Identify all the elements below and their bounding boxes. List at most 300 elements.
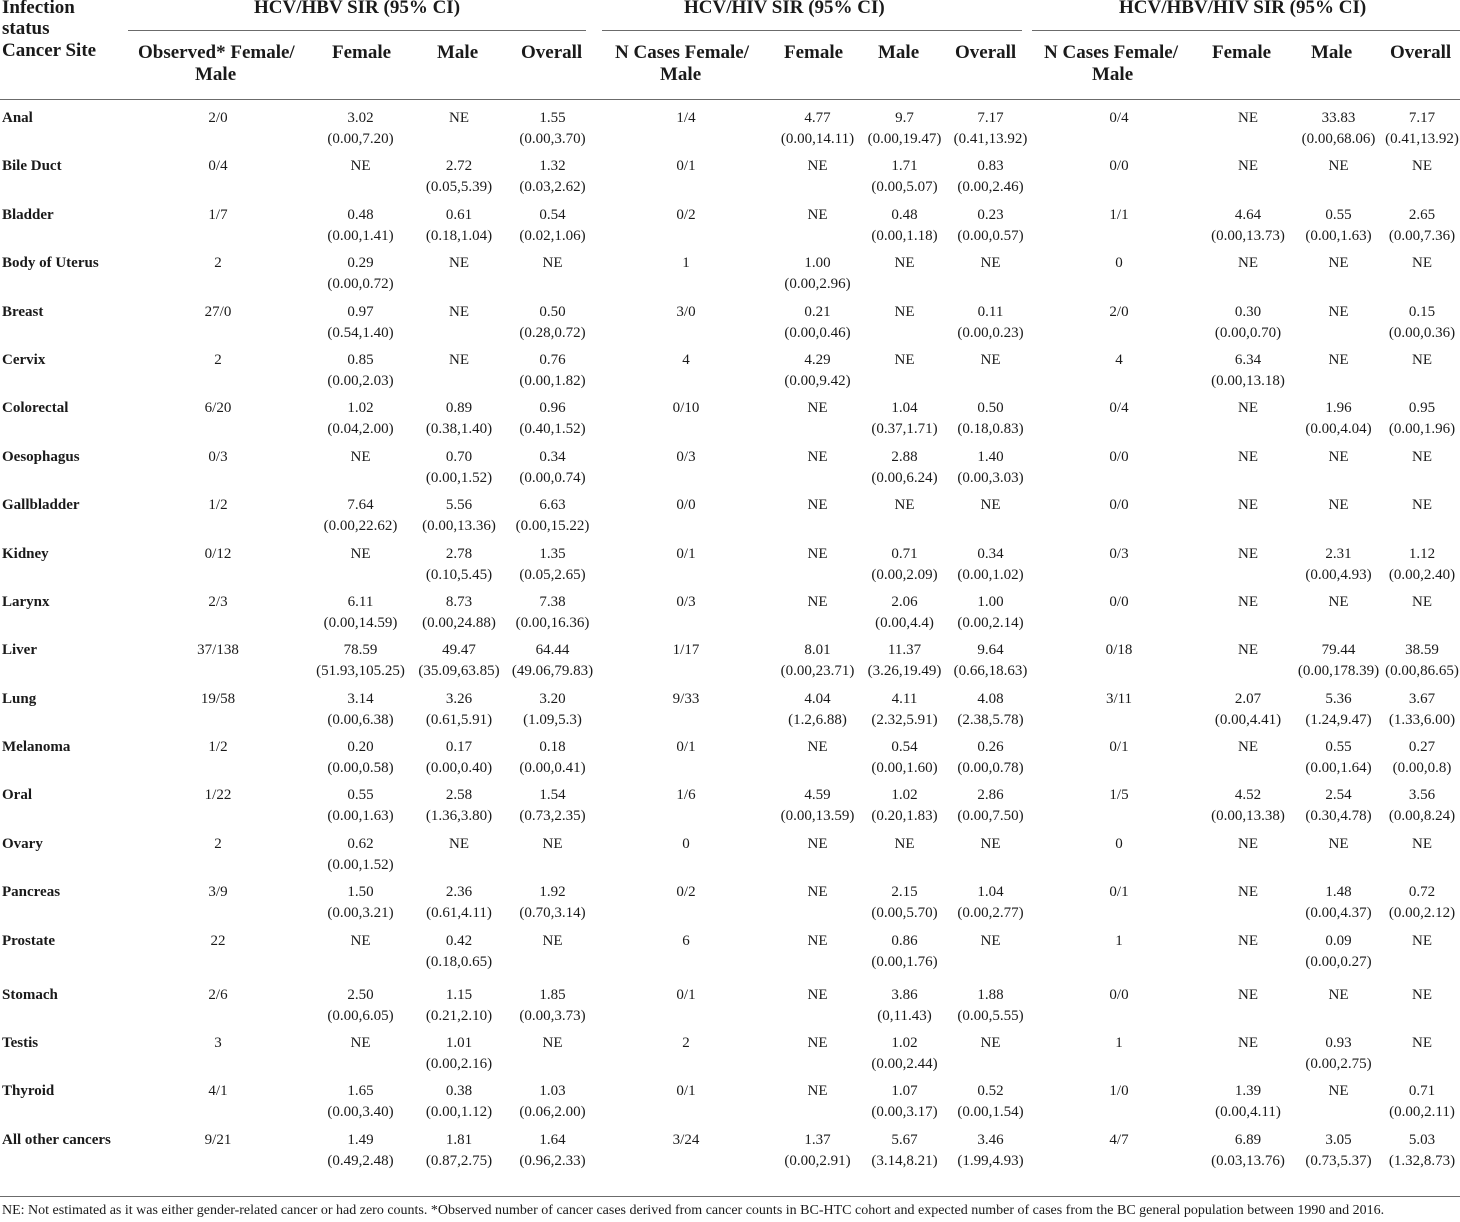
sir-value: 0.96 bbox=[539, 400, 566, 417]
sir-value: NE bbox=[807, 932, 828, 949]
confidence-interval: (1.32,8.73) bbox=[1388, 1152, 1456, 1169]
col-header-female-1: Female bbox=[332, 42, 392, 63]
sir-value: 2.88 bbox=[891, 448, 918, 465]
g3-female-cell bbox=[1203, 350, 1293, 398]
confidence-interval: (0.00,0.72) bbox=[327, 276, 394, 293]
g2-female-cell bbox=[772, 834, 863, 882]
g2-female-cell bbox=[772, 1130, 863, 1178]
g3-overall-cell bbox=[1384, 1033, 1460, 1081]
sir-value: 0.38 bbox=[445, 1083, 473, 1100]
confidence-interval: (0.30,4.78) bbox=[1305, 808, 1372, 825]
sir-value: 79.44 bbox=[1321, 642, 1356, 659]
confidence-interval: (0.00,24.88) bbox=[422, 614, 496, 631]
sir-value: NE bbox=[1412, 351, 1432, 368]
sir-value: 7.64 bbox=[347, 497, 374, 514]
g3-count-cell: 0/4 bbox=[1109, 110, 1129, 126]
g2-count-cell: 0/1 bbox=[676, 739, 696, 756]
g2-count-cell: 0/0 bbox=[676, 497, 696, 514]
g1-count-cell: 3/9 bbox=[208, 884, 228, 901]
cancer-site-label: Lung bbox=[2, 690, 37, 707]
cancer-site-label: Gallbladder bbox=[2, 497, 80, 514]
g1-overall-cell bbox=[505, 882, 600, 930]
g2-female-cell bbox=[772, 205, 863, 253]
g3-female-cell bbox=[1203, 985, 1293, 1033]
table-row bbox=[0, 398, 1460, 446]
confidence-interval: (0.00,1.41) bbox=[327, 227, 394, 244]
g1-male-cell bbox=[413, 785, 505, 833]
sir-value: NE bbox=[1238, 158, 1258, 175]
sir-value: NE bbox=[542, 255, 563, 272]
confidence-interval: (0.00,0.27) bbox=[1305, 953, 1372, 970]
sir-value: 0.26 bbox=[977, 739, 1004, 756]
sir-value: 0.17 bbox=[445, 739, 473, 756]
confidence-interval: (0.00,4.37) bbox=[1305, 905, 1372, 922]
sir-value: NE bbox=[980, 1035, 1001, 1052]
g2-female-cell bbox=[772, 302, 863, 350]
sir-value: 2.06 bbox=[891, 593, 918, 610]
confidence-interval: (0.00,0.58) bbox=[327, 760, 394, 777]
sir-value: 2.86 bbox=[977, 787, 1004, 804]
table-row bbox=[0, 737, 1460, 785]
g3-male-cell bbox=[1293, 253, 1384, 301]
g2-overall-cell bbox=[946, 882, 1035, 930]
sir-value: 5.03 bbox=[1408, 1131, 1436, 1148]
table-row bbox=[0, 108, 1460, 156]
g3-count-cell: 1/0 bbox=[1109, 1083, 1129, 1100]
g1-male-cell bbox=[413, 447, 505, 495]
g2-count-cell: 0/1 bbox=[676, 1083, 696, 1100]
confidence-interval: (0.66,18.63) bbox=[953, 663, 1028, 680]
sir-value: 3.67 bbox=[1408, 690, 1436, 707]
sir-value: 0.62 bbox=[347, 835, 374, 852]
g1-count-cell: 6/20 bbox=[204, 400, 232, 417]
confidence-interval: (1.36,3.80) bbox=[425, 808, 493, 825]
confidence-interval: (0.00,23.71) bbox=[780, 663, 855, 680]
g2-count-cell: 9/33 bbox=[672, 690, 700, 707]
g2-male-cell bbox=[863, 785, 946, 833]
g1-overall-cell bbox=[505, 1033, 600, 1081]
g3-female-cell bbox=[1203, 640, 1293, 688]
g1-male-cell bbox=[413, 495, 505, 543]
g3-male-cell bbox=[1293, 882, 1384, 930]
sir-value: 1.71 bbox=[891, 158, 918, 175]
g1-female-cell bbox=[308, 737, 413, 785]
g2-overall-cell bbox=[946, 350, 1035, 398]
confidence-interval: (0.00,2.09) bbox=[871, 566, 938, 583]
g2-overall-cell bbox=[946, 1033, 1035, 1081]
col-header-observed: Observed* Female/ bbox=[138, 42, 295, 63]
confidence-interval: (0.87,2.75) bbox=[425, 1152, 493, 1169]
confidence-interval: (49.06,79.83) bbox=[511, 663, 594, 680]
confidence-interval: (0.37,1.71) bbox=[871, 421, 938, 438]
g3-count-cell: 2/0 bbox=[1109, 303, 1129, 320]
sir-value: 4.08 bbox=[977, 690, 1004, 707]
g2-overall-cell bbox=[946, 495, 1035, 543]
confidence-interval: (1.99,4.93) bbox=[957, 1152, 1024, 1169]
table-bottom-rule bbox=[0, 1196, 1460, 1197]
g1-male-cell bbox=[413, 302, 505, 350]
confidence-interval: (0.00,0.8) bbox=[1392, 760, 1452, 777]
g2-male-cell bbox=[863, 834, 946, 882]
confidence-interval: (0.00,3.73) bbox=[519, 1007, 586, 1024]
g1-count-cell: 1/7 bbox=[208, 206, 228, 223]
confidence-interval: (0.00,1.82) bbox=[519, 372, 586, 389]
sir-value: 2.36 bbox=[445, 884, 473, 901]
g2-overall-cell bbox=[946, 398, 1035, 446]
g3-count-cell: 0/4 bbox=[1109, 400, 1129, 417]
sir-value: NE bbox=[894, 351, 915, 368]
confidence-interval: (0.00,13.73) bbox=[1211, 227, 1285, 244]
confidence-interval: (0.00,1.52) bbox=[327, 856, 394, 873]
confidence-interval: (0.00,7.20) bbox=[327, 131, 394, 147]
confidence-interval: (0.00,1.54) bbox=[957, 1104, 1024, 1121]
sir-value: 3.14 bbox=[347, 690, 374, 707]
g1-male-cell bbox=[413, 350, 505, 398]
confidence-interval: (0.03,2.62) bbox=[519, 179, 586, 196]
sir-value: 2.65 bbox=[1408, 206, 1436, 223]
sir-value: 0.21 bbox=[804, 303, 831, 320]
sir-value: 1.04 bbox=[891, 400, 918, 417]
g3-female-cell bbox=[1203, 1081, 1293, 1129]
g1-female-cell bbox=[308, 985, 413, 1033]
confidence-interval: (0.00,2.75) bbox=[1305, 1056, 1372, 1073]
confidence-interval: (0.00,4.4) bbox=[875, 614, 934, 631]
g3-female-cell bbox=[1203, 785, 1293, 833]
cancer-site-label: Pancreas bbox=[2, 884, 61, 901]
confidence-interval: (0.10,5.45) bbox=[425, 566, 493, 583]
confidence-interval: (0,11.43) bbox=[877, 1007, 932, 1024]
g2-overall-cell bbox=[946, 447, 1035, 495]
g2-overall-cell bbox=[946, 640, 1035, 688]
g2-count-cell: 1/6 bbox=[676, 787, 696, 804]
sir-value: NE bbox=[542, 835, 563, 852]
g3-male-cell bbox=[1293, 398, 1384, 446]
sir-value: 1.00 bbox=[804, 255, 831, 272]
confidence-interval: (0.00,0.40) bbox=[425, 760, 493, 777]
g1-male-cell bbox=[413, 544, 505, 592]
sir-value: NE bbox=[807, 835, 828, 852]
sir-value: 8.01 bbox=[804, 642, 831, 659]
col-header-male-1: Male bbox=[437, 42, 479, 63]
g2-overall-cell bbox=[946, 785, 1035, 833]
g3-male-cell bbox=[1293, 592, 1384, 640]
g1-overall-cell bbox=[505, 302, 600, 350]
g2-overall-cell bbox=[946, 985, 1035, 1033]
g1-male-cell bbox=[413, 737, 505, 785]
confidence-interval: (0.00,19.47) bbox=[867, 131, 942, 147]
g3-male-cell bbox=[1293, 302, 1384, 350]
g3-female-cell bbox=[1203, 1130, 1293, 1178]
sir-value: 0.23 bbox=[977, 206, 1004, 223]
g3-female-cell bbox=[1203, 398, 1293, 446]
g3-female-cell bbox=[1203, 544, 1293, 592]
sir-value: 3.05 bbox=[1325, 1131, 1352, 1148]
sir-value: 7.17 bbox=[1408, 110, 1436, 126]
g3-count-cell: 0/18 bbox=[1105, 642, 1133, 659]
confidence-interval: (0.00,14.11) bbox=[780, 131, 855, 147]
table-row bbox=[0, 931, 1460, 985]
g3-male-cell bbox=[1293, 640, 1384, 688]
g1-female-cell bbox=[308, 544, 413, 592]
g3-female-cell bbox=[1203, 253, 1293, 301]
sir-value: NE bbox=[350, 545, 371, 562]
cancer-site-label: All other cancers bbox=[2, 1131, 111, 1148]
g3-overall-cell bbox=[1384, 495, 1460, 543]
sir-value: NE bbox=[1238, 593, 1258, 610]
confidence-interval: (0.00,5.07) bbox=[871, 179, 938, 196]
sir-value: NE bbox=[1238, 932, 1258, 949]
confidence-interval: (0.73,2.35) bbox=[519, 808, 586, 825]
confidence-interval: (0.00,13.59) bbox=[780, 808, 855, 825]
sir-value: 0.55 bbox=[1325, 739, 1352, 756]
g2-female-cell bbox=[772, 350, 863, 398]
confidence-interval: (1.09,5.3) bbox=[523, 711, 582, 728]
g3-male-cell bbox=[1293, 205, 1384, 253]
confidence-interval: (1.24,9.47) bbox=[1305, 711, 1372, 728]
sir-value: 0.95 bbox=[1408, 400, 1436, 417]
g2-overall-cell bbox=[946, 931, 1035, 985]
confidence-interval: (0.00,1.64) bbox=[1305, 760, 1372, 777]
g3-female-cell bbox=[1203, 689, 1293, 737]
sir-value: 1.96 bbox=[1325, 400, 1352, 417]
sir-value: NE bbox=[980, 932, 1001, 949]
sir-value: 0.09 bbox=[1325, 932, 1352, 949]
sir-value: 1.54 bbox=[539, 787, 566, 804]
confidence-interval: (0.28,0.72) bbox=[519, 324, 586, 341]
g1-male-cell bbox=[413, 592, 505, 640]
sir-value: 1.49 bbox=[347, 1131, 374, 1148]
sir-value: 1.02 bbox=[891, 1035, 918, 1052]
group-rule-2 bbox=[602, 30, 1022, 31]
g1-count-cell: 0/12 bbox=[204, 545, 232, 562]
g2-male-cell bbox=[863, 350, 946, 398]
g2-male-cell bbox=[863, 931, 946, 985]
g3-male-cell bbox=[1293, 544, 1384, 592]
sir-value: NE bbox=[807, 986, 828, 1003]
g1-female-cell bbox=[308, 834, 413, 882]
sir-value: 1.50 bbox=[347, 884, 374, 901]
sir-value: NE bbox=[807, 158, 828, 175]
sir-value: 1.15 bbox=[445, 986, 473, 1003]
g1-male-cell bbox=[413, 398, 505, 446]
g1-count-cell: 0/3 bbox=[208, 448, 228, 465]
confidence-interval: (0.05,2.65) bbox=[519, 566, 586, 583]
sir-value: 0.89 bbox=[445, 400, 473, 417]
g3-female-cell bbox=[1203, 737, 1293, 785]
sir-value: 0.55 bbox=[347, 787, 374, 804]
sir-value: 1.64 bbox=[539, 1131, 566, 1148]
sir-value: 4.77 bbox=[804, 110, 831, 126]
table-row bbox=[0, 544, 1460, 592]
confidence-interval: (0.00,3.17) bbox=[871, 1104, 938, 1121]
cancer-site-label: Kidney bbox=[2, 545, 49, 562]
confidence-interval: (0.03,13.76) bbox=[1211, 1152, 1285, 1169]
g1-count-cell: 2 bbox=[214, 835, 222, 852]
sir-value: 4.52 bbox=[1234, 787, 1262, 804]
sir-value: 1.88 bbox=[977, 986, 1004, 1003]
confidence-interval: (0.00,1.18) bbox=[871, 227, 938, 244]
confidence-interval: (0.61,4.11) bbox=[426, 905, 492, 922]
table-row bbox=[0, 1081, 1460, 1129]
confidence-interval: (0.00,2.12) bbox=[1388, 905, 1456, 922]
g2-overall-cell bbox=[946, 592, 1035, 640]
g3-overall-cell bbox=[1384, 785, 1460, 833]
group-header-hcv-hbv: HCV/HBV SIR (95% CI) bbox=[254, 0, 461, 18]
table-row bbox=[0, 447, 1460, 495]
g1-overall-cell bbox=[505, 205, 600, 253]
g2-overall-cell bbox=[946, 1130, 1035, 1178]
sir-value: 38.59 bbox=[1405, 642, 1439, 659]
confidence-interval: (3.14,8.21) bbox=[871, 1152, 938, 1169]
sir-value: NE bbox=[1412, 593, 1432, 610]
g3-count-cell: 0/0 bbox=[1109, 497, 1129, 514]
confidence-interval: (0.00,4.41) bbox=[1214, 711, 1282, 728]
sir-value: 1.03 bbox=[539, 1083, 566, 1100]
g2-male-cell bbox=[863, 737, 946, 785]
confidence-interval: (0.00,1.02) bbox=[957, 566, 1024, 583]
g2-count-cell: 1/4 bbox=[676, 110, 696, 126]
g1-overall-cell bbox=[505, 544, 600, 592]
sir-value: 4.04 bbox=[804, 690, 831, 707]
g2-female-cell bbox=[772, 882, 863, 930]
sir-value: 1.32 bbox=[539, 158, 566, 175]
g2-overall-cell bbox=[946, 108, 1035, 156]
confidence-interval: (0.00,6.05) bbox=[327, 1007, 394, 1024]
g1-female-cell bbox=[308, 640, 413, 688]
g3-overall-cell bbox=[1384, 205, 1460, 253]
cancer-site-label: Cervix bbox=[2, 351, 46, 368]
confidence-interval: (0.00,0.46) bbox=[784, 324, 851, 341]
sir-value: NE bbox=[980, 351, 1001, 368]
sir-value: 0.54 bbox=[891, 739, 918, 756]
confidence-interval: (3.26,19.49) bbox=[867, 663, 942, 680]
g1-male-cell bbox=[413, 931, 505, 985]
g3-male-cell bbox=[1293, 350, 1384, 398]
sir-value: 0.71 bbox=[1408, 1083, 1436, 1100]
sir-value: 0.71 bbox=[891, 545, 918, 562]
confidence-interval: (0.00,2.16) bbox=[425, 1056, 493, 1073]
g1-female-cell bbox=[308, 253, 413, 301]
sir-value: 0.34 bbox=[539, 448, 566, 465]
sir-value: NE bbox=[1238, 835, 1258, 852]
sir-value: 11.37 bbox=[887, 642, 922, 659]
g2-count-cell: 0/10 bbox=[672, 400, 700, 417]
confidence-interval: (35.09,63.85) bbox=[418, 663, 500, 680]
sir-value: 1.39 bbox=[1234, 1083, 1262, 1100]
g2-male-cell bbox=[863, 592, 946, 640]
col-header-ncases-3b: Male bbox=[1092, 64, 1134, 85]
g2-female-cell bbox=[772, 689, 863, 737]
confidence-interval: (2.38,5.78) bbox=[957, 711, 1024, 728]
g3-overall-cell bbox=[1384, 1081, 1460, 1129]
confidence-interval: (0.00,0.78) bbox=[957, 760, 1024, 777]
g2-overall-cell bbox=[946, 1081, 1035, 1129]
sir-value: 0.52 bbox=[977, 1083, 1004, 1100]
confidence-interval: (51.93,105.25) bbox=[316, 663, 405, 680]
g2-count-cell: 1/17 bbox=[672, 642, 700, 659]
g1-overall-cell bbox=[505, 985, 600, 1033]
confidence-interval: (0.00,2.77) bbox=[957, 905, 1024, 922]
confidence-interval: (0.00,2.91) bbox=[784, 1152, 851, 1169]
confidence-interval: (0.41,13.92) bbox=[1385, 131, 1459, 147]
confidence-interval: (0.00,5.55) bbox=[957, 1007, 1024, 1024]
sir-value: NE bbox=[807, 206, 828, 223]
sir-value: 2.58 bbox=[445, 787, 473, 804]
g3-overall-cell bbox=[1384, 1130, 1460, 1178]
sir-value: NE bbox=[807, 497, 828, 514]
confidence-interval: (0.00,4.04) bbox=[1305, 421, 1372, 438]
confidence-interval: (0.61,5.91) bbox=[425, 711, 493, 728]
g1-overall-cell bbox=[505, 1130, 600, 1178]
g3-female-cell bbox=[1203, 156, 1293, 204]
g1-overall-cell bbox=[505, 447, 600, 495]
g2-count-cell: 6 bbox=[682, 932, 690, 949]
sir-value: NE bbox=[1238, 545, 1258, 562]
g3-count-cell: 0 bbox=[1115, 835, 1123, 852]
g2-female-cell bbox=[772, 931, 863, 985]
sir-value: 0.83 bbox=[977, 158, 1004, 175]
g3-count-cell: 3/11 bbox=[1105, 690, 1133, 707]
sir-value: NE bbox=[1328, 497, 1349, 514]
sir-value: 33.83 bbox=[1321, 110, 1356, 126]
g3-overall-cell bbox=[1384, 302, 1460, 350]
confidence-interval: (0.00,3.70) bbox=[519, 131, 586, 147]
confidence-interval: (0.00,2.14) bbox=[957, 614, 1024, 631]
sir-value: 8.73 bbox=[445, 593, 473, 610]
sir-value: 2.07 bbox=[1234, 690, 1262, 707]
sir-value: 2.50 bbox=[347, 986, 374, 1003]
g3-overall-cell bbox=[1384, 640, 1460, 688]
footnote: NE: Not estimated as it was either gender-related cancer or had zero counts. *Observed number of cancer cases derived from cancer counts in BC-HTC cohort and expected number of cases from the BC general population between 1990 and 2016. bbox=[2, 1203, 1385, 1218]
sir-value: 1.04 bbox=[977, 884, 1004, 901]
g2-male-cell bbox=[863, 447, 946, 495]
cancer-site-label: Bile Duct bbox=[2, 158, 62, 175]
sir-value: 2.54 bbox=[1325, 787, 1352, 804]
table-row bbox=[0, 785, 1460, 833]
sir-value: 0.48 bbox=[347, 206, 374, 223]
g2-female-cell bbox=[772, 156, 863, 204]
confidence-interval: (0.21,2.10) bbox=[425, 1007, 493, 1024]
g1-female-cell bbox=[308, 1033, 413, 1081]
sir-value: 1.00 bbox=[977, 593, 1004, 610]
g3-male-cell bbox=[1293, 737, 1384, 785]
g1-count-cell: 2 bbox=[214, 255, 222, 272]
sir-value: NE bbox=[1238, 986, 1258, 1003]
g2-count-cell: 0/2 bbox=[676, 206, 696, 223]
g3-male-cell bbox=[1293, 1033, 1384, 1081]
g3-overall-cell bbox=[1384, 689, 1460, 737]
sir-value: NE bbox=[1328, 303, 1349, 320]
sir-value: 49.47 bbox=[442, 642, 476, 659]
sir-value: NE bbox=[1412, 1035, 1432, 1052]
sir-value: 1.35 bbox=[539, 545, 566, 562]
g1-overall-cell bbox=[505, 253, 600, 301]
confidence-interval: (0.00,1.76) bbox=[871, 953, 938, 970]
g1-overall-cell bbox=[505, 592, 600, 640]
g2-count-cell: 0/1 bbox=[676, 545, 696, 562]
g1-female-cell bbox=[308, 108, 413, 156]
g2-overall-cell bbox=[946, 689, 1035, 737]
sir-value: 4.59 bbox=[804, 787, 831, 804]
g3-overall-cell bbox=[1384, 834, 1460, 882]
cancer-site-label: Anal bbox=[2, 110, 33, 126]
g2-female-cell bbox=[772, 737, 863, 785]
sir-value: 9.64 bbox=[977, 642, 1004, 659]
sir-value: NE bbox=[1238, 884, 1258, 901]
g1-female-cell bbox=[308, 1081, 413, 1129]
confidence-interval: (0.00,13.18) bbox=[1211, 372, 1285, 389]
g1-male-cell bbox=[413, 882, 505, 930]
